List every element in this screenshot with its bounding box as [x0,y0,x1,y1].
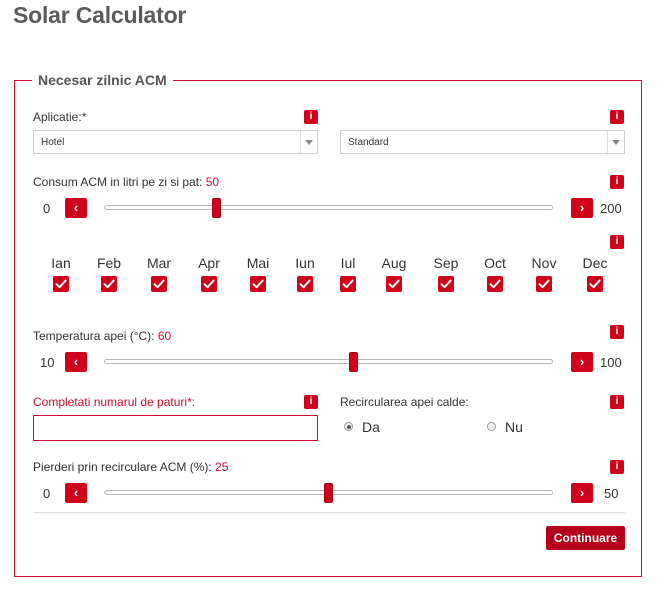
info-icon[interactable]: i [610,110,624,124]
page-title: Solar Calculator [13,2,187,28]
month-label: Dec [582,255,608,271]
consum-label [33,175,219,189]
month-label: Iun [295,255,315,271]
month-checkbox[interactable] [536,276,552,292]
month-label: Feb [96,255,122,271]
checkmark-icon [386,276,402,292]
pierderi-label [33,460,228,474]
checkmark-icon [250,276,266,292]
recirculare-da-radio[interactable] [344,422,353,431]
temperatura-increase-button[interactable]: › [571,352,593,372]
consum-min: 0 [43,201,51,216]
checkmark-icon [587,276,603,292]
pierderi-min: 0 [43,486,51,501]
info-icon[interactable]: i [610,395,624,409]
month-checkbox[interactable] [487,276,503,292]
month-checkbox[interactable] [53,276,69,292]
chevron-down-icon[interactable] [607,131,624,153]
temperatura-label [33,329,171,343]
month-label: Aug [381,255,407,271]
month-label: Nov [531,255,557,271]
aplicatie-select[interactable] [33,130,318,154]
month-checkbox[interactable] [250,276,266,292]
aplicatie-label: Aplicatie:* [33,110,87,124]
month-checkbox[interactable] [151,276,167,292]
temperatura-decrease-button[interactable]: ‹ [65,352,87,372]
temperatura-min: 10 [40,355,55,370]
month-label: Mai [246,255,270,271]
month-checkbox[interactable] [101,276,117,292]
divider [33,512,625,513]
month-checkbox[interactable] [587,276,603,292]
consum-value: 50 [205,175,220,189]
pierderi-decrease-button[interactable]: ‹ [65,483,87,503]
paturi-label: Completati numarul de paturi*: [33,395,196,409]
pierderi-value: 25 [215,460,229,474]
month-checkbox[interactable] [340,276,356,292]
recirculare-label: Recircularea apei calde: [340,395,469,409]
checkmark-icon [340,276,356,292]
continuare-button[interactable]: Continuare [546,526,625,550]
month-label: Oct [484,255,506,271]
pierderi-label-text: Pierderi prin recirculare ACM (%): [33,460,216,474]
checkmark-icon [438,276,454,292]
month-checkbox[interactable] [297,276,313,292]
checkmark-icon [201,276,217,292]
checkmark-icon [53,276,69,292]
temperatura-value: 60 [157,329,172,343]
checkmark-icon [101,276,117,292]
pierderi-increase-button[interactable]: › [571,483,593,503]
temperatura-slider-track[interactable] [104,359,553,364]
temperatura-slider-thumb[interactable] [349,352,358,372]
info-icon[interactable]: i [304,395,318,409]
aplicatie-select-value: Hotel [41,137,65,148]
month-label: Sep [433,255,459,271]
checkmark-icon [536,276,552,292]
consum-increase-button[interactable]: › [571,198,593,218]
info-icon[interactable]: i [610,235,624,249]
consum-slider-thumb[interactable] [212,198,221,218]
month-label: Apr [198,255,220,271]
consum-max: 200 [600,201,622,216]
chevron-down-icon[interactable] [300,131,317,153]
pierderi-max: 50 [604,486,619,501]
paturi-input[interactable] [33,415,318,441]
checkmark-icon [297,276,313,292]
month-checkbox[interactable] [201,276,217,292]
temperatura-label-text: Temperatura apei (°C): [33,329,158,343]
pierderi-slider-thumb[interactable] [324,483,333,503]
consum-slider-track[interactable] [104,205,553,210]
consum-label-text: Consum ACM in litri pe zi si pat: [33,175,206,189]
checkmark-icon [151,276,167,292]
temperatura-max: 100 [600,355,622,370]
standard-select-value: Standard [348,137,389,148]
info-icon[interactable]: i [610,460,624,474]
info-icon[interactable]: i [610,325,624,339]
info-icon[interactable]: i [610,175,624,189]
recirculare-da-label[interactable]: Da [362,419,380,435]
info-icon[interactable]: i [304,110,318,124]
standard-select[interactable] [340,130,625,154]
recirculare-nu-label[interactable]: Nu [505,419,523,435]
month-label: Ian [51,255,71,271]
recirculare-nu-radio[interactable] [487,422,496,431]
checkmark-icon [487,276,503,292]
section-legend: Necesar zilnic ACM [32,72,173,88]
consum-decrease-button[interactable]: ‹ [65,198,87,218]
month-label: Iul [340,255,356,271]
month-label: Mar [146,255,172,271]
month-checkbox[interactable] [386,276,402,292]
month-checkbox[interactable] [438,276,454,292]
